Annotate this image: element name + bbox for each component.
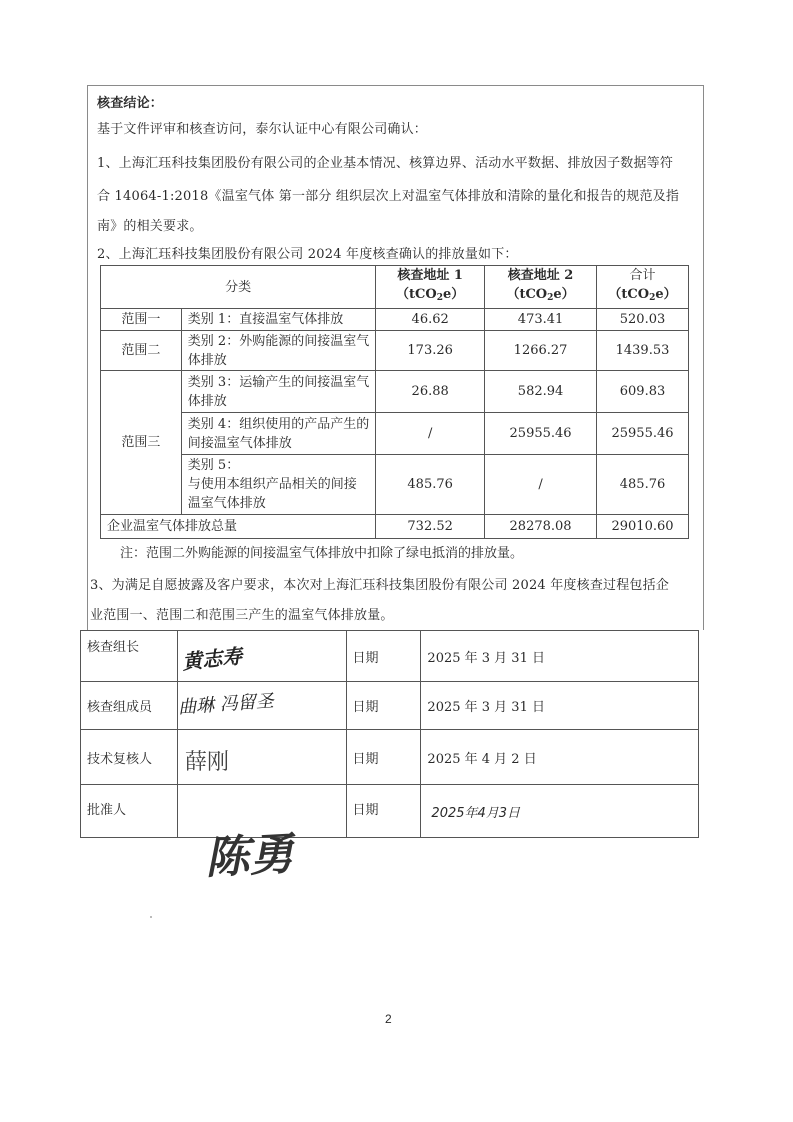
table-row (101, 371, 689, 413)
total-label: 企业温室气体排放总量 (101, 515, 376, 539)
role-label: 技术复核人 (81, 730, 178, 785)
date-value-handwritten: 2025年4月3日 (421, 785, 699, 838)
scope-cell: 范围二 (101, 331, 182, 371)
conclusion-item1-line1: 1、上海汇珏科技集团股份有限公司的企业基本情况、核算边界、活动水平数据、排放因子数据等符 (97, 156, 674, 171)
signature-row (81, 631, 699, 682)
site1-cell: 46.62 (376, 309, 485, 331)
site1-total: 732.52 (376, 515, 485, 539)
total-cell: 609.83 (597, 371, 689, 413)
table-row (101, 413, 689, 455)
signature-lead-verifier: 黄志寿 (181, 643, 244, 675)
signature-cell (177, 682, 346, 730)
signature-cell (177, 631, 346, 682)
signature-row (81, 785, 699, 838)
scope-cell: 范围一 (101, 309, 182, 331)
site1-cell: 26.88 (376, 371, 485, 413)
conclusion-item2: 2、上海汇珏科技集团股份有限公司 2024 年度核查确认的排放量如下： (97, 247, 518, 262)
table-header-row (101, 266, 689, 309)
signature-cell (177, 730, 346, 785)
signature-row (81, 682, 699, 730)
header-site2: 核查地址 2 （tCO$_2$e） (485, 266, 597, 309)
total-cell: 1439.53 (597, 331, 689, 371)
category-cell: 类别 2：外购能源的间接温室气体排放 (181, 331, 375, 371)
site2-cell: 1266.27 (485, 331, 597, 371)
header-site1: 核查地址 1 （tCO$_2$e） (376, 266, 485, 309)
conclusion-item3-line2: 业范围一、范围二和范围三产生的温室气体排放量。 (90, 608, 394, 623)
category-cell: 类别 4：组织使用的产品产生的间接温室气体排放 (181, 413, 375, 455)
scan-speck (150, 916, 152, 918)
table-row (101, 331, 689, 371)
conclusion-heading: 核查结论： (97, 96, 164, 111)
role-label: 核查组成员 (81, 682, 178, 730)
conclusion-item3-line1: 3、为满足自愿披露及客户要求，本次对上海汇珏科技集团股份有限公司 2024 年度核查过程包括企 (90, 578, 670, 593)
conclusion-item1-line3: 南》的相关要求。 (97, 219, 203, 234)
role-label: 批准人 (81, 785, 178, 838)
site1-cell: 173.26 (376, 331, 485, 371)
total-cell: 520.03 (597, 309, 689, 331)
table-note: 注：范围二外购能源的间接温室气体排放中扣除了绿电抵消的排放量。 (120, 546, 524, 561)
conclusion-intro: 基于文件评审和核查访问，泰尔认证中心有限公司确认： (97, 122, 428, 137)
site2-cell: 473.41 (485, 309, 597, 331)
signature-team-members: 曲琳 冯留圣 (177, 690, 275, 719)
category-cell: 类别 3：运输产生的间接温室气体排放 (181, 371, 375, 413)
site1-cell: / (376, 413, 485, 455)
page-number: 2 (385, 1012, 392, 1026)
signature-row (81, 730, 699, 785)
table-row (101, 455, 689, 515)
date-value: 2025 年 3 月 31 日 (421, 682, 699, 730)
site2-cell: 25955.46 (485, 413, 597, 455)
date-value: 2025 年 3 月 31 日 (421, 631, 699, 682)
conclusion-item1-line2: 合 14064-1:2018《温室气体 第一部分 组织层次上对温室气体排放和清除的量化和报告的规范及指 (97, 189, 680, 204)
header-category: 分类 (101, 266, 376, 309)
table-row (101, 309, 689, 331)
category-cell: 类别 1：直接温室气体排放 (181, 309, 375, 331)
category-cell: 类别 5： 与使用本组织产品相关的间接温室气体排放 (181, 455, 375, 515)
scope-cell: 范围三 (101, 371, 182, 515)
signature-cell (177, 785, 346, 838)
emissions-table (100, 265, 689, 539)
site2-cell: 582.94 (485, 371, 597, 413)
date-label: 日期 (346, 682, 421, 730)
total-cell: 25955.46 (597, 413, 689, 455)
site2-cell: / (485, 455, 597, 515)
header-total: 合计 （tCO$_2$e） (597, 266, 689, 309)
site2-total: 28278.08 (485, 515, 597, 539)
date-label: 日期 (346, 730, 421, 785)
date-label: 日期 (346, 785, 421, 838)
site1-cell: 485.76 (376, 455, 485, 515)
date-value: 2025 年 4 月 2 日 (421, 730, 699, 785)
grand-total: 29010.60 (597, 515, 689, 539)
role-label: 核查组长 (81, 631, 178, 682)
signature-approver: 陈勇 (203, 828, 295, 885)
total-row (101, 515, 689, 539)
total-cell: 485.76 (597, 455, 689, 515)
date-label: 日期 (346, 631, 421, 682)
signature-table (80, 630, 699, 838)
signature-technical-reviewer: 薛刚 (185, 750, 230, 775)
